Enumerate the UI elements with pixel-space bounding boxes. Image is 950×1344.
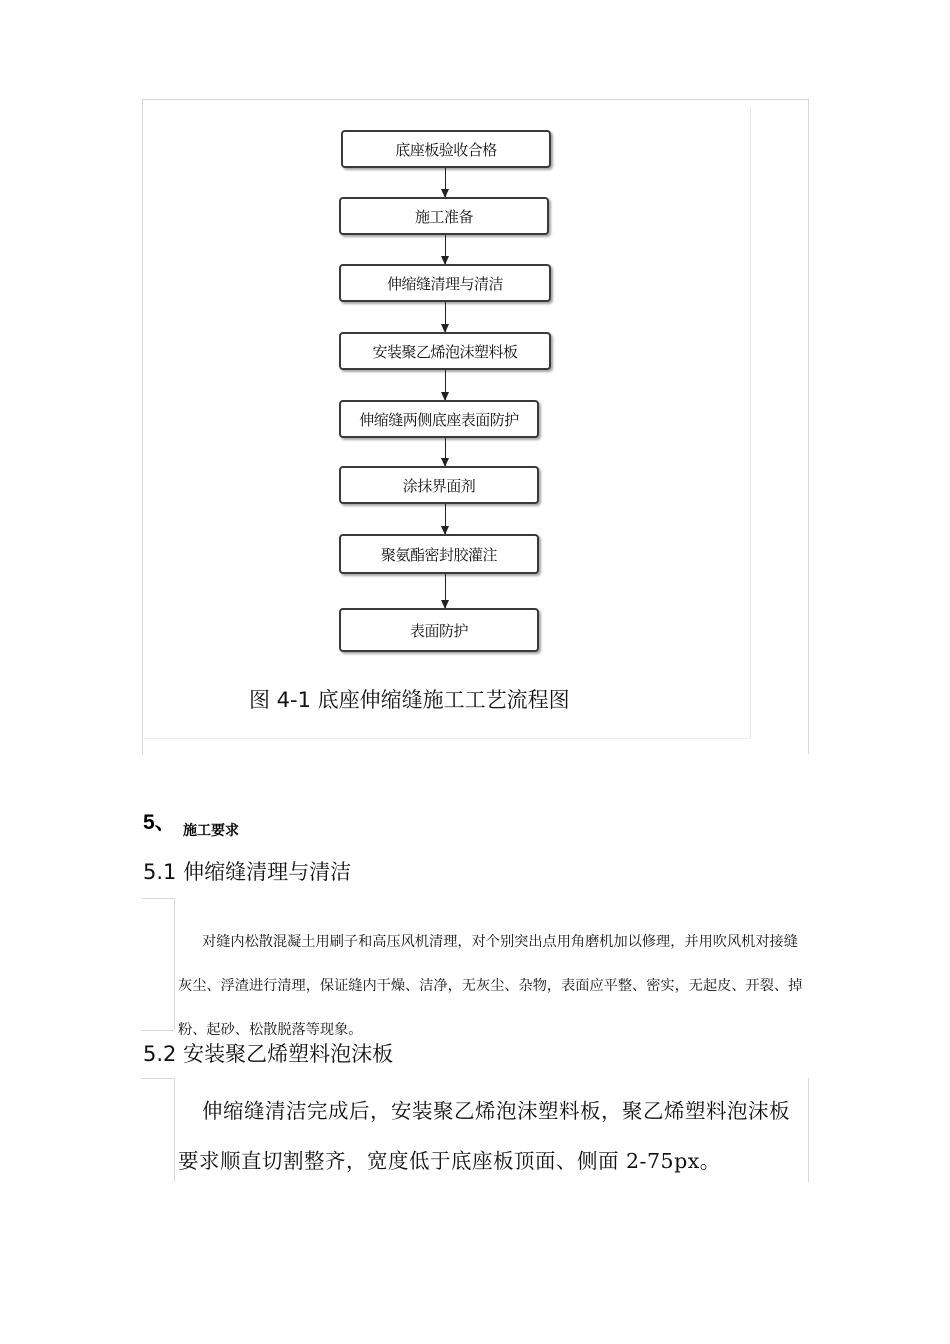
flow-arrow-7 xyxy=(445,574,446,608)
flow-step-6: 涂抹界面剂 xyxy=(339,466,539,504)
table-border-top xyxy=(142,99,808,100)
flow-arrow-3 xyxy=(445,302,446,332)
para-border-mid xyxy=(142,1078,174,1079)
flow-arrow-6 xyxy=(445,504,446,534)
flow-step-4: 安装聚乙烯泡沫塑料板 xyxy=(339,332,551,370)
subsection-5-1-heading: 5.1 伸缩缝清理与清洁 xyxy=(143,860,352,884)
para-border-left-2 xyxy=(174,1078,175,1182)
flow-step-5: 伸缩缝两侧底座表面防护 xyxy=(339,400,539,438)
flow-arrow-2 xyxy=(445,235,446,264)
subsection-5-2-text: 伸缩缝清洁完成后，安装聚乙烯泡沫塑料板，聚乙烯塑料泡沫板要求顺直切割整齐，宽度低于底座板顶面、侧面 2-75px。 xyxy=(178,1099,790,1173)
section-title: 施工要求 xyxy=(183,823,239,839)
flowchart-figure xyxy=(144,108,751,739)
flow-step-7: 聚氨酯密封胶灌注 xyxy=(339,534,539,574)
flow-step-2: 施工准备 xyxy=(339,197,549,235)
flow-step-1: 底座板验收合格 xyxy=(341,130,551,168)
subsection-5-1-paragraph xyxy=(178,920,808,1052)
para-border-top-2 xyxy=(142,1030,174,1031)
para-border-right-2 xyxy=(808,1078,809,1182)
figure-caption: 图 4-1 底座伸缩缝施工工艺流程图 xyxy=(249,688,570,712)
subsection-5-1-text: 对缝内松散混凝土用刷子和高压风机清理，对个别突出点用角磨机加以修理，并用吹风机对接缝灰尘、浮渣进行清理，保证缝内干燥、洁净，无灰尘、杂物，表面应平整、密实，无起皮、开裂、掉粉、起砂、松散脱落等现象。 xyxy=(178,934,803,1038)
flow-arrow-4 xyxy=(445,370,446,400)
flow-arrow-5 xyxy=(445,438,446,466)
subsection-5-2-heading: 5.2 安装聚乙烯塑料泡沫板 xyxy=(143,1042,394,1066)
flow-arrow-1 xyxy=(445,168,446,197)
table-border-right xyxy=(808,99,809,754)
flow-step-8: 表面防护 xyxy=(339,608,539,652)
table-border-left xyxy=(142,99,143,754)
para-border-top-1 xyxy=(142,898,174,899)
subsection-5-2-paragraph xyxy=(178,1086,808,1186)
section-number: 5、 xyxy=(143,811,176,834)
flow-step-3: 伸缩缝清理与清洁 xyxy=(339,264,551,302)
para-border-left-1 xyxy=(174,898,175,1030)
